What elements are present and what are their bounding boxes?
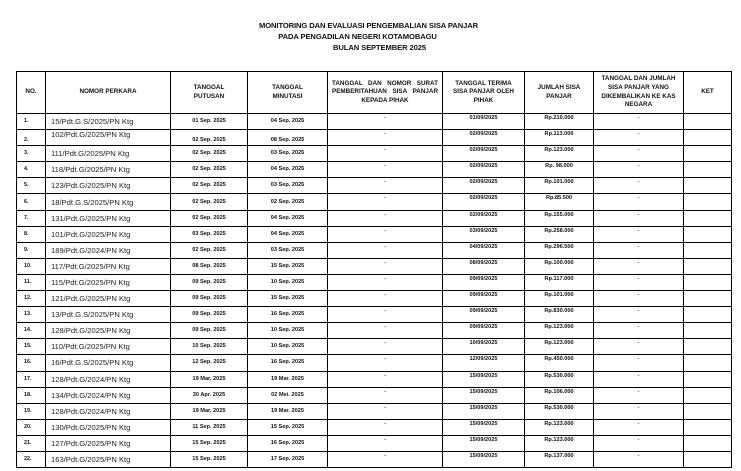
table-header-row <box>17 72 732 114</box>
cell-kas-negara: - <box>594 162 684 178</box>
cell-tanggal-terima: 03/09/2025 <box>443 226 525 242</box>
cell-nomor-perkara: 16/Pdt.G.S/2025/PN Ktg <box>46 355 171 371</box>
cell-jumlah-sisa-panjar: Rp.100.000 <box>525 258 594 274</box>
cell-kas-negara: - <box>594 403 684 419</box>
cell-tanggal-putusan: 19 Mar. 2025 <box>171 371 248 387</box>
title-line-1: MONITORING DAN EVALUASI PENGEMBALIAN SISA PANJAR <box>259 21 478 30</box>
cell-nomor-perkara: 134/Pdt.G/2024/PN Ktg <box>46 387 171 403</box>
cell-kas-negara: - <box>594 226 684 242</box>
header-nomor-perkara: NOMOR PERKARA <box>46 72 171 114</box>
cell-nomor-perkara: 18/Pdt.G.S/2025/PN Ktg <box>46 194 171 210</box>
cell-nomor-perkara: 118/Pdt.G/2025/PN Ktg <box>46 162 171 178</box>
cell-kas-negara: - <box>594 242 684 258</box>
cell-nomor-perkara: 110/Pdt.G/2025/PN Ktg <box>46 339 171 355</box>
cell-tanggal-minutasi: 10 Sep. 2025 <box>248 339 328 355</box>
cell-ket <box>684 194 732 210</box>
cell-jumlah-sisa-panjar: Rp.123.000 <box>525 146 594 162</box>
cell-tanggal-minutasi: 02 Mei. 2025 <box>248 387 328 403</box>
cell-ket <box>684 435 732 451</box>
header-no: NO. <box>17 72 46 114</box>
cell-ket <box>684 339 732 355</box>
header-tanggal-terima: TANGGAL TERIMA SISA PANJAR OLEH PIHAK <box>443 72 525 114</box>
cell-tanggal-putusan: 03 Sep. 2025 <box>171 226 248 242</box>
header-ket: KET <box>684 72 732 114</box>
cell-jumlah-sisa-panjar: Rp.210.000 <box>525 114 594 130</box>
cell-kas-negara: - <box>594 371 684 387</box>
header-jumlah-sisa-panjar: JUMLAH SISA PANJAR <box>525 72 594 114</box>
cell-kas-negara: - <box>594 114 684 130</box>
cell-tanggal-putusan: 09 Sep. 2025 <box>171 323 248 339</box>
cell-tanggal-putusan: 30 Apr. 2025 <box>171 387 248 403</box>
cell-tanggal-minutasi: 16 Sep. 2025 <box>248 435 328 451</box>
cell-nomor-perkara: 189/Pdt.G/2024/PN Ktg <box>46 242 171 258</box>
cell-tanggal-terima: 10/09/2025 <box>443 339 525 355</box>
cell-ket <box>684 323 732 339</box>
table-row <box>17 162 732 178</box>
cell-tanggal-minutasi: 15 Sep. 2025 <box>248 258 328 274</box>
cell-kas-negara: - <box>594 291 684 307</box>
cell-surat-pemberitahuan: - <box>328 178 443 194</box>
cell-no: 5. <box>17 178 46 194</box>
cell-surat-pemberitahuan: - <box>328 146 443 162</box>
table-row <box>17 226 732 242</box>
cell-jumlah-sisa-panjar: Rp.113.000 <box>525 130 594 146</box>
cell-jumlah-sisa-panjar: Rp.530.000 <box>525 403 594 419</box>
cell-tanggal-minutasi: 04 Sep. 2025 <box>248 162 328 178</box>
table-row <box>17 242 732 258</box>
cell-jumlah-sisa-panjar: Rp.296.500 <box>525 242 594 258</box>
cell-surat-pemberitahuan: - <box>328 419 443 435</box>
cell-nomor-perkara: 13/Pdt.G.S/2025/PN Ktg <box>46 307 171 323</box>
cell-tanggal-putusan: 10 Sep. 2025 <box>171 339 248 355</box>
table-row <box>17 387 732 403</box>
cell-no: 20. <box>17 419 46 435</box>
cell-surat-pemberitahuan: - <box>328 355 443 371</box>
cell-no: 3. <box>17 146 46 162</box>
cell-kas-negara: - <box>594 274 684 290</box>
cell-ket <box>684 178 732 194</box>
cell-tanggal-putusan: 02 Sep. 2025 <box>171 146 248 162</box>
cell-surat-pemberitahuan: - <box>328 451 443 467</box>
cell-tanggal-terima: 15/09/2025 <box>443 419 525 435</box>
cell-kas-negara: - <box>594 323 684 339</box>
cell-ket <box>684 162 732 178</box>
cell-surat-pemberitahuan: - <box>328 403 443 419</box>
cell-ket <box>684 291 732 307</box>
cell-no: 14. <box>17 323 46 339</box>
cell-jumlah-sisa-panjar: Rp.830.000 <box>525 307 594 323</box>
cell-jumlah-sisa-panjar: Rp.450.000 <box>525 355 594 371</box>
cell-tanggal-minutasi: 03 Sep. 2025 <box>248 146 328 162</box>
cell-surat-pemberitahuan: - <box>328 274 443 290</box>
cell-surat-pemberitahuan: - <box>328 162 443 178</box>
cell-tanggal-minutasi: 16 Sep. 2025 <box>248 307 328 323</box>
cell-tanggal-putusan: 02 Sep. 2025 <box>171 194 248 210</box>
cell-tanggal-putusan: 15 Sep. 2025 <box>171 435 248 451</box>
cell-tanggal-terima: 15/09/2025 <box>443 371 525 387</box>
cell-ket <box>684 307 732 323</box>
cell-kas-negara: - <box>594 435 684 451</box>
cell-no: 9. <box>17 242 46 258</box>
cell-surat-pemberitahuan: - <box>328 130 443 146</box>
cell-tanggal-terima: 15/09/2025 <box>443 403 525 419</box>
cell-no: 16. <box>17 355 46 371</box>
table-row <box>17 419 732 435</box>
cell-tanggal-terima: 15/09/2025 <box>443 435 525 451</box>
cell-tanggal-minutasi: 03 Sep. 2025 <box>248 178 328 194</box>
cell-surat-pemberitahuan: - <box>328 339 443 355</box>
cell-nomor-perkara: 131/Pdt.G/2025/PN Ktg <box>46 210 171 226</box>
table-row <box>17 339 732 355</box>
cell-jumlah-sisa-panjar: Rp. 98.000 <box>525 162 594 178</box>
cell-kas-negara: - <box>594 387 684 403</box>
cell-tanggal-minutasi: 04 Sep. 2025 <box>248 114 328 130</box>
cell-surat-pemberitahuan: - <box>328 258 443 274</box>
cell-tanggal-putusan: 02 Sep. 2025 <box>171 242 248 258</box>
cell-tanggal-minutasi: 04 Sep. 2025 <box>248 210 328 226</box>
cell-ket <box>684 451 732 467</box>
header-tanggal-minutasi: TANGGAL MINUTASI <box>248 72 328 114</box>
cell-surat-pemberitahuan: - <box>328 114 443 130</box>
cell-tanggal-putusan: 02 Sep. 2025 <box>171 162 248 178</box>
cell-surat-pemberitahuan: - <box>328 210 443 226</box>
cell-ket <box>684 146 732 162</box>
cell-no: 8. <box>17 226 46 242</box>
cell-nomor-perkara: 115/Pdt.G/2025/PN Ktg <box>46 274 171 290</box>
cell-nomor-perkara: 111/Pdt.G/2025/PN Ktg <box>46 146 171 162</box>
cell-surat-pemberitahuan: - <box>328 435 443 451</box>
table-row <box>17 114 732 130</box>
cell-nomor-perkara: 130/Pdt.G/2025/PN Ktg <box>46 419 171 435</box>
cell-tanggal-terima: 02/09/2025 <box>443 130 525 146</box>
cell-ket <box>684 387 732 403</box>
table-row <box>17 403 732 419</box>
cell-jumlah-sisa-panjar: Rp.123.000 <box>525 435 594 451</box>
cell-no: 4. <box>17 162 46 178</box>
cell-tanggal-terima: 02/09/2025 <box>443 162 525 178</box>
cell-tanggal-putusan: 02 Sep. 2025 <box>171 178 248 194</box>
cell-tanggal-putusan: 09 Sep. 2025 <box>171 291 248 307</box>
cell-no: 7. <box>17 210 46 226</box>
cell-tanggal-terima: 08/09/2025 <box>443 258 525 274</box>
cell-no: 21. <box>17 435 46 451</box>
cell-no: 22. <box>17 451 46 467</box>
table-row <box>17 258 732 274</box>
cell-ket <box>684 242 732 258</box>
cell-no: 10. <box>17 258 46 274</box>
cell-surat-pemberitahuan: - <box>328 387 443 403</box>
cell-jumlah-sisa-panjar: Rp.155.000 <box>525 210 594 226</box>
table-row <box>17 210 732 226</box>
cell-ket <box>684 274 732 290</box>
cell-ket <box>684 114 732 130</box>
table-row <box>17 371 732 387</box>
table-row <box>17 274 732 290</box>
cell-kas-negara: - <box>594 307 684 323</box>
cell-jumlah-sisa-panjar: Rp.123.000 <box>525 339 594 355</box>
cell-kas-negara: - <box>594 419 684 435</box>
cell-tanggal-minutasi: 03 Sep. 2025 <box>248 242 328 258</box>
cell-ket <box>684 355 732 371</box>
cell-kas-negara: - <box>594 339 684 355</box>
cell-no: 11. <box>17 274 46 290</box>
cell-jumlah-sisa-panjar: Rp.101.000 <box>525 178 594 194</box>
cell-tanggal-terima: 04/09/2025 <box>443 242 525 258</box>
cell-jumlah-sisa-panjar: Rp.123.000 <box>525 419 594 435</box>
cell-jumlah-sisa-panjar: Rp.530.000 <box>525 371 594 387</box>
document-title <box>0 20 741 53</box>
header-kas-negara: TANGGAL DAN JUMLAH SISA PANJAR YANG DIKEMBALIKAN KE KAS NEGARA <box>594 72 684 114</box>
header-surat-pemberitahuan: TANGGAL DAN NOMOR SURAT PEMBERITAHUAN SISA PANJAR KEPADA PIHAK <box>328 72 443 114</box>
cell-nomor-perkara: 128/Pdt.G/2025/PN Ktg <box>46 323 171 339</box>
cell-no: 1. <box>17 114 46 130</box>
cell-surat-pemberitahuan: - <box>328 194 443 210</box>
cell-tanggal-putusan: 02 Sep. 2025 <box>171 130 248 146</box>
cell-jumlah-sisa-panjar: Rp.106.000 <box>525 387 594 403</box>
cell-kas-negara: - <box>594 194 684 210</box>
table-row <box>17 307 732 323</box>
cell-tanggal-terima: 02/09/2025 <box>443 178 525 194</box>
cell-tanggal-putusan: 09 Sep. 2025 <box>171 274 248 290</box>
cell-tanggal-putusan: 02 Sep. 2025 <box>171 210 248 226</box>
cell-tanggal-minutasi: 19 Mar. 2025 <box>248 403 328 419</box>
cell-tanggal-terima: 15/09/2025 <box>443 451 525 467</box>
cell-tanggal-putusan: 15 Sep. 2025 <box>171 451 248 467</box>
cell-no: 17. <box>17 371 46 387</box>
cell-tanggal-minutasi: 02 Sep. 2025 <box>248 194 328 210</box>
cell-surat-pemberitahuan: - <box>328 291 443 307</box>
cell-nomor-perkara: 101/Pdt.G/2025/PN Ktg <box>46 226 171 242</box>
cell-tanggal-terima: 09/09/2025 <box>443 323 525 339</box>
cell-no: 2. <box>17 130 46 146</box>
cell-tanggal-terima: 15/09/2025 <box>443 387 525 403</box>
cell-kas-negara: - <box>594 146 684 162</box>
cell-kas-negara: - <box>594 178 684 194</box>
cell-nomor-perkara: 102/Pdt.G/2025/PN Ktg <box>46 130 171 146</box>
table-row <box>17 435 732 451</box>
cell-ket <box>684 226 732 242</box>
title-line-2: PADA PENGADILAN NEGERI KOTAMOBAGU <box>278 32 437 41</box>
cell-nomor-perkara: 128/Pdt.G/2024/PN Ktg <box>46 371 171 387</box>
cell-surat-pemberitahuan: - <box>328 307 443 323</box>
table-row <box>17 130 732 146</box>
cell-tanggal-minutasi: 19 Mar. 2025 <box>248 371 328 387</box>
cell-tanggal-minutasi: 10 Sep. 2025 <box>248 274 328 290</box>
cell-tanggal-terima: 02/09/2025 <box>443 146 525 162</box>
cell-ket <box>684 371 732 387</box>
cell-tanggal-putusan: 08 Sep. 2025 <box>171 258 248 274</box>
table-row <box>17 291 732 307</box>
cell-tanggal-terima: 12/09/2025 <box>443 355 525 371</box>
cell-nomor-perkara: 121/Pdt.G/2025/PN Ktg <box>46 291 171 307</box>
cell-nomor-perkara: 127/Pdt.G/2025/PN Ktg <box>46 435 171 451</box>
cell-tanggal-putusan: 11 Sep. 2025 <box>171 419 248 435</box>
cell-tanggal-putusan: 19 Mar. 2025 <box>171 403 248 419</box>
table-row <box>17 194 732 210</box>
cell-tanggal-terima: 02/09/2025 <box>443 194 525 210</box>
cell-ket <box>684 130 732 146</box>
cell-tanggal-minutasi: 08 Sep. 2025 <box>248 130 328 146</box>
cell-no: 12. <box>17 291 46 307</box>
table-row <box>17 146 732 162</box>
cell-kas-negara: - <box>594 258 684 274</box>
cell-jumlah-sisa-panjar: Rp.117.000 <box>525 274 594 290</box>
cell-kas-negara: - <box>594 355 684 371</box>
cell-nomor-perkara: 128/Pdt.G/2024/PN Ktg <box>46 403 171 419</box>
cell-tanggal-putusan: 09 Sep. 2025 <box>171 307 248 323</box>
cell-jumlah-sisa-panjar: Rp.258.000 <box>525 226 594 242</box>
table-row <box>17 451 732 467</box>
table-row <box>17 323 732 339</box>
cell-surat-pemberitahuan: - <box>328 242 443 258</box>
cell-tanggal-terima: 09/09/2025 <box>443 307 525 323</box>
cell-jumlah-sisa-panjar: Rp.123.000 <box>525 323 594 339</box>
cell-tanggal-putusan: 01 Sep. 2025 <box>171 114 248 130</box>
cell-ket <box>684 419 732 435</box>
table-body <box>17 114 732 468</box>
cell-tanggal-putusan: 12 Sep. 2025 <box>171 355 248 371</box>
cell-surat-pemberitahuan: - <box>328 323 443 339</box>
cell-kas-negara: - <box>594 210 684 226</box>
cell-ket <box>684 210 732 226</box>
cell-tanggal-minutasi: 15 Sep. 2025 <box>248 291 328 307</box>
cell-tanggal-terima: 09/09/2025 <box>443 274 525 290</box>
cell-tanggal-minutasi: 17 Sep. 2025 <box>248 451 328 467</box>
table-row <box>17 355 732 371</box>
cell-jumlah-sisa-panjar: Rp.137.000 <box>525 451 594 467</box>
title-line-3: BULAN SEPTEMBER 2025 <box>333 43 426 52</box>
cell-no: 6. <box>17 194 46 210</box>
cell-no: 18. <box>17 387 46 403</box>
cell-no: 15. <box>17 339 46 355</box>
cell-tanggal-terima: 09/09/2025 <box>443 291 525 307</box>
cell-ket <box>684 258 732 274</box>
cell-nomor-perkara: 123/Pdt.G/2025/PN Ktg <box>46 178 171 194</box>
header-tanggal-putusan: TANGGAL PUTUSAN <box>171 72 248 114</box>
cell-tanggal-minutasi: 04 Sep. 2025 <box>248 226 328 242</box>
cell-ket <box>684 403 732 419</box>
monitoring-table <box>16 71 732 468</box>
table-row <box>17 178 732 194</box>
cell-nomor-perkara: 15/Pdt.G.S/2025/PN Ktg <box>46 114 171 130</box>
cell-kas-negara: - <box>594 130 684 146</box>
cell-surat-pemberitahuan: - <box>328 371 443 387</box>
cell-kas-negara: - <box>594 451 684 467</box>
cell-jumlah-sisa-panjar: Rp.101.000 <box>525 291 594 307</box>
cell-no: 19. <box>17 403 46 419</box>
cell-tanggal-minutasi: 16 Sep. 2025 <box>248 355 328 371</box>
cell-surat-pemberitahuan: - <box>328 226 443 242</box>
cell-tanggal-terima: 02/09/2025 <box>443 210 525 226</box>
cell-nomor-perkara: 163/Pdt.G/2025/PN Ktg <box>46 451 171 467</box>
cell-no: 13. <box>17 307 46 323</box>
cell-nomor-perkara: 117/Pdt.G/2025/PN Ktg <box>46 258 171 274</box>
cell-tanggal-terima: 01/09/2025 <box>443 114 525 130</box>
cell-jumlah-sisa-panjar: Rp.85.500 <box>525 194 594 210</box>
cell-tanggal-minutasi: 15 Sep. 2025 <box>248 419 328 435</box>
cell-tanggal-minutasi: 10 Sep. 2025 <box>248 323 328 339</box>
